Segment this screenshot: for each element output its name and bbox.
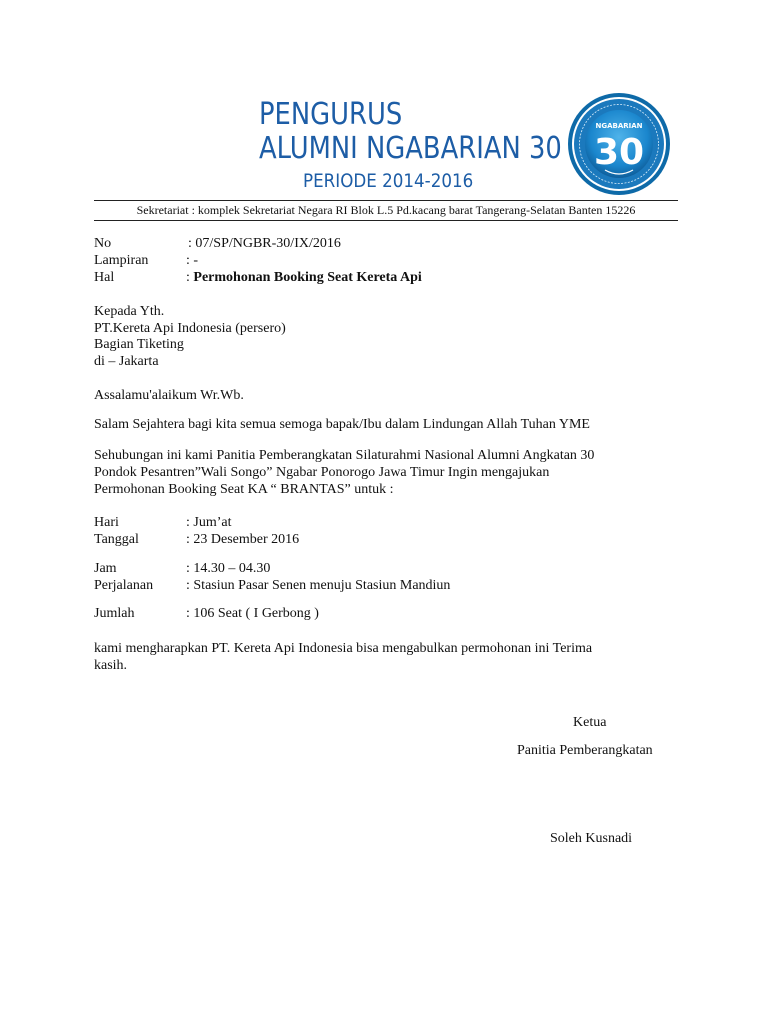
date-label: Tanggal <box>94 532 139 547</box>
subject-field <box>186 269 422 286</box>
recipient-salutation: Kepada Yth. <box>94 304 165 319</box>
recipient-department: Bagian Tiketing <box>94 337 184 352</box>
closing-line1: kami mengharapkan PT. Kereta Api Indonesia bisa mengabulkan permohonan ini Terima <box>94 641 593 656</box>
subject-value: Permohonan Booking Seat Kereta Api <box>193 270 422 285</box>
greeting: Assalamu'alaikum Wr.Wb. <box>94 388 244 403</box>
attachment-label: Lampiran <box>94 253 149 268</box>
quantity-label: Jumlah <box>94 606 135 621</box>
intro-line2: Pondok Pesantren”Wali Songo” Ngabar Ponorogo Jawa Timur Ingin mengajukan <box>94 465 550 480</box>
intro-line1: Sehubungan ini kami Panitia Pemberangkatan Silaturahmi Nasional Alumni Angkatan 30 <box>94 448 595 463</box>
time-label: Jam <box>94 561 117 576</box>
logo-number: 30 <box>593 132 645 173</box>
number-label: No <box>94 236 112 251</box>
secretariat-address: Sekretariat : komplek Sekretariat Negara RI Blok L.5 Pd.kacang barat Tangerang-Selatan Banten 15226 <box>136 203 636 217</box>
quantity-value: : 106 Seat ( I Gerbong ) <box>186 606 319 621</box>
time-value: : 14.30 – 04.30 <box>186 561 271 576</box>
recipient-company: PT.Kereta Api Indonesia (persero) <box>94 321 286 336</box>
ngabarian-30-logo <box>567 92 671 196</box>
route-value: : Stasiun Pasar Senen menuju Stasiun Mandiun <box>186 578 451 593</box>
number-value: : 07/SP/NGBR-30/IX/2016 <box>188 236 341 251</box>
day-value: : Jum’at <box>186 515 232 530</box>
date-value: : 23 Desember 2016 <box>186 532 300 547</box>
salam-line: Salam Sejahtera bagi kita semua semoga bapak/Ibu dalam Lindungan Allah Tuhan YME <box>94 417 590 432</box>
subject-label: Hal <box>94 270 115 285</box>
organization-title-line1: PENGURUS <box>259 97 403 132</box>
attachment-value: : - <box>186 253 199 268</box>
intro-line3: Permohonan Booking Seat KA “ BRANTAS” untuk : <box>94 482 394 497</box>
closing-line2: kasih. <box>94 658 128 673</box>
organization-title-line2: ALUMNI NGABARIAN 30 <box>259 131 562 166</box>
signature-committee: Panitia Pemberangkatan <box>517 743 653 758</box>
signatory-name: Soleh Kusnadi <box>550 831 633 846</box>
recipient-location: di – Jakarta <box>94 354 159 369</box>
letterhead-bottom-rule <box>94 220 678 221</box>
organization-period: PERIODE 2014-2016 <box>303 170 474 192</box>
letterhead <box>0 0 768 200</box>
signature-title: Ketua <box>573 715 607 730</box>
organization-title <box>259 98 562 166</box>
logo-text: NGABARIAN <box>595 122 643 130</box>
letterhead-top-rule <box>94 200 678 201</box>
route-label: Perjalanan <box>94 578 154 593</box>
subject-colon: : <box>186 270 194 285</box>
day-label: Hari <box>94 515 119 530</box>
